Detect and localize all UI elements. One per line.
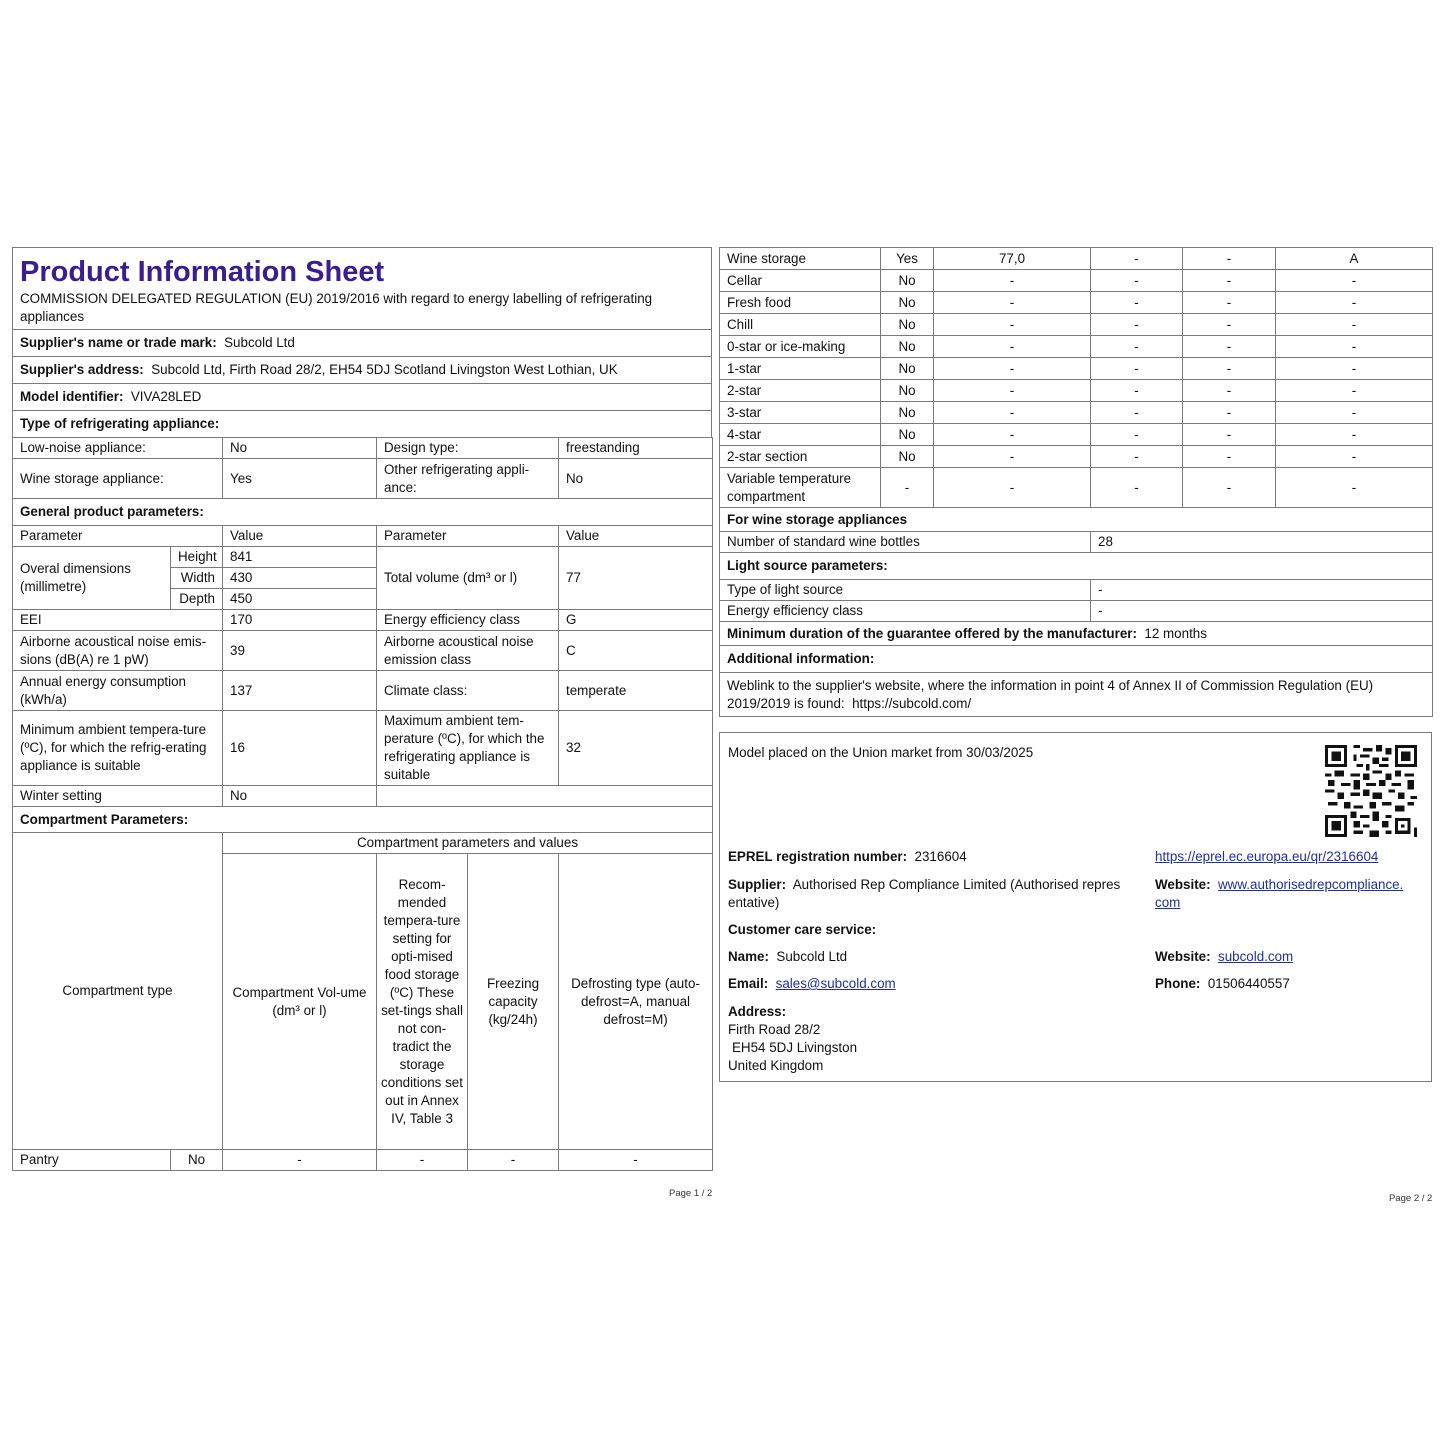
- depth-label: Depth: [171, 589, 223, 610]
- eec-value: G: [559, 610, 713, 631]
- table-row: [720, 468, 1433, 508]
- supplier-website-link-cont[interactable]: com: [1155, 895, 1181, 910]
- general-params-label: General product parameters:: [13, 499, 713, 526]
- eprel-link[interactable]: https://eprel.ec.europa.eu/qr/2316604: [1155, 849, 1379, 864]
- pantry-freezing: -: [468, 1150, 559, 1171]
- compartment-volume-head: Compartment Vol-ume (dm³ or l): [223, 854, 377, 1150]
- table-row: [720, 402, 1433, 424]
- compartment-cell: -: [881, 468, 934, 508]
- table-row: [720, 336, 1433, 358]
- compartment-name: Cellar: [720, 270, 881, 292]
- type-label: Type of refrigerating appliance:: [13, 411, 712, 438]
- height-label: Height: [171, 547, 223, 568]
- qr-code-icon: [1325, 745, 1417, 837]
- supplier-name: Subcold Ltd: [224, 335, 295, 350]
- compartment-name: Wine storage: [720, 248, 881, 270]
- compartment-name: 4-star: [720, 424, 881, 446]
- page-2: [719, 247, 1432, 1073]
- page-number-2: Page 2 / 2: [1389, 1193, 1433, 1204]
- light-eec-label: Energy efficiency class: [720, 601, 1091, 622]
- compartment-name: Chill: [720, 314, 881, 336]
- compartment-cell: No: [881, 314, 934, 336]
- compartment-cell: -: [1183, 468, 1276, 508]
- address-line-2: EH54 5DJ Livingston: [732, 1040, 858, 1055]
- eec-label: Energy efficiency class: [377, 610, 559, 631]
- compartment-cell: -: [1276, 424, 1433, 446]
- eprel-label: EPREL registration number:: [728, 849, 908, 864]
- value-head: Value: [223, 526, 377, 547]
- table-row: [720, 270, 1433, 292]
- compartment-cell: -: [1091, 292, 1183, 314]
- parameters-table: [12, 437, 713, 833]
- design-type-value: freestanding: [559, 438, 713, 459]
- noise-value: 39: [223, 631, 377, 671]
- min-temp-label: Minimum ambient tempera-ture (ºC), for which the refrig-erating appliance is suitable: [13, 711, 223, 786]
- compartment-cell: -: [934, 446, 1091, 468]
- compartment-cell: -: [1276, 270, 1433, 292]
- page-title: Product Information Sheet: [20, 256, 385, 288]
- header-table: [12, 247, 712, 438]
- email-label: Email:: [728, 976, 769, 991]
- compartment-cell: -: [934, 270, 1091, 292]
- supplier-name-label: Supplier's name or trade mark:: [20, 335, 217, 350]
- supplier-address-label: Supplier's address:: [20, 362, 144, 377]
- height-value: 841: [223, 547, 377, 568]
- dimensions-label: Overal dimensions (millimetre): [13, 547, 171, 610]
- eprel-number: 2316604: [914, 849, 967, 864]
- climate-label: Climate class:: [377, 671, 559, 711]
- phone-value: 01506440557: [1207, 976, 1290, 991]
- noise-class-label: Airborne acoustical noise emission class: [377, 631, 559, 671]
- wine-storage-value: Yes: [223, 459, 377, 499]
- compartment-cell: -: [1276, 380, 1433, 402]
- compartment-cell: -: [1091, 358, 1183, 380]
- additional-info-label: Additional information:: [720, 646, 1433, 673]
- total-volume-label: Total volume (dm³ or l): [377, 547, 559, 610]
- climate-value: temperate: [559, 671, 713, 711]
- winter-value: No: [223, 786, 377, 807]
- eei-value: 170: [223, 610, 377, 631]
- table-row: [720, 358, 1433, 380]
- guarantee-label: Minimum duration of the guarantee offered by the manufacturer:: [727, 625, 1137, 641]
- compartment-cell: -: [1091, 314, 1183, 336]
- compartment-cell: -: [1183, 292, 1276, 314]
- regulation-text: COMMISSION DELEGATED REGULATION (EU) 2019/2016 with regard to energy labelling of refrigerating appliances: [20, 291, 653, 324]
- defrost-head: Defrosting type (auto-defrost=A, manual defrost=M): [559, 854, 713, 1150]
- compartment-cell: -: [1183, 446, 1276, 468]
- compartment-name: Variable temperature compartment: [720, 468, 881, 508]
- pantry-defrost: -: [559, 1150, 713, 1171]
- phone-label: Phone:: [1155, 976, 1201, 991]
- compartment-cell: -: [1276, 402, 1433, 424]
- compartment-cell: -: [1183, 314, 1276, 336]
- table-row: [720, 446, 1433, 468]
- model-label: Model identifier:: [20, 389, 124, 404]
- supplier-value: Authorised Rep Compliance Limited (Authorised repres entative): [728, 877, 1121, 910]
- annual-energy-label: Annual energy consumption (kWh/a): [13, 671, 223, 711]
- light-type-value: -: [1091, 580, 1433, 601]
- compartment-cell: No: [881, 358, 934, 380]
- name-label: Name:: [728, 949, 769, 964]
- depth-value: 450: [223, 589, 377, 610]
- compartment-cell: No: [881, 292, 934, 314]
- compartment-cell: -: [1183, 424, 1276, 446]
- table-row: [720, 314, 1433, 336]
- page-number-1: Page 1 / 2: [669, 1188, 713, 1199]
- email-link[interactable]: sales@subcold.com: [775, 976, 896, 991]
- max-temp-value: 32: [559, 711, 713, 786]
- compartment-cell: -: [934, 336, 1091, 358]
- total-volume-value: 77: [559, 547, 713, 610]
- wine-section-label: For wine storage appliances: [720, 508, 1433, 532]
- table-row: [720, 248, 1433, 270]
- value-head-2: Value: [559, 526, 713, 547]
- compartment-cell: 77,0: [934, 248, 1091, 270]
- design-type-label: Design type:: [377, 438, 559, 459]
- compartment-type-head: Compartment type: [13, 833, 223, 1150]
- pantry-temp: -: [377, 1150, 468, 1171]
- pantry-label: Pantry: [13, 1150, 171, 1171]
- param-head: Parameter: [13, 526, 223, 547]
- param-head-2: Parameter: [377, 526, 559, 547]
- name-value: Subcold Ltd: [776, 949, 848, 964]
- compartment-name: 3-star: [720, 402, 881, 424]
- compartment-cell: -: [1183, 270, 1276, 292]
- address-line-1: Firth Road 28/2: [728, 1022, 821, 1037]
- compartment-cell: -: [934, 380, 1091, 402]
- compartment-cell: -: [1183, 248, 1276, 270]
- pantry-present: No: [171, 1150, 223, 1171]
- freezing-head: Freezing capacity (kg/24h): [468, 854, 559, 1150]
- compartment-cell: -: [1091, 248, 1183, 270]
- compartment-cell: -: [934, 358, 1091, 380]
- annual-energy-value: 137: [223, 671, 377, 711]
- compartment-name: 0-star or ice-making: [720, 336, 881, 358]
- compartment-cell: -: [934, 314, 1091, 336]
- compartment-name: 2-star section: [720, 446, 881, 468]
- compartment-cell: -: [1091, 270, 1183, 292]
- noise-label: Airborne acoustical noise emis-sions (dB(A) re 1 pW): [13, 631, 223, 671]
- table-row: [13, 1150, 713, 1171]
- compartment-name: 1-star: [720, 358, 881, 380]
- market-text: Model placed on the Union market from 30/03/2025: [728, 745, 1034, 760]
- compartment-cell: -: [1183, 336, 1276, 358]
- cc-website-label: Website:: [1155, 949, 1211, 964]
- pantry-volume: -: [223, 1150, 377, 1171]
- wine-light-table: [719, 507, 1433, 717]
- compartment-cell: No: [881, 402, 934, 424]
- compartment-cell: -: [1091, 380, 1183, 402]
- compartment-cell: No: [881, 380, 934, 402]
- compartment-cell: No: [881, 336, 934, 358]
- model-identifier: VIVA28LED: [130, 389, 202, 404]
- min-temp-value: 16: [223, 711, 377, 786]
- width-value: 430: [223, 568, 377, 589]
- supplier-website-link[interactable]: www.authorisedrepcompliance.: [1218, 877, 1404, 892]
- compartment-values-head: Compartment parameters and values: [223, 833, 713, 854]
- compartment-cell: No: [881, 270, 934, 292]
- compartment-cell: -: [1091, 468, 1183, 508]
- light-type-label: Type of light source: [720, 580, 1091, 601]
- compartment-cell: -: [1091, 424, 1183, 446]
- light-section-label: Light source parameters:: [720, 553, 1433, 580]
- compartment-cell: No: [881, 424, 934, 446]
- compartment-cell: -: [1276, 336, 1433, 358]
- cc-website-link[interactable]: subcold.com: [1218, 949, 1294, 964]
- compartment-cell: -: [1183, 380, 1276, 402]
- compartment-params-label: Compartment Parameters:: [13, 807, 713, 833]
- wine-storage-label: Wine storage appliance:: [13, 459, 223, 499]
- bottles-label: Number of standard wine bottles: [720, 532, 1091, 553]
- width-label: Width: [171, 568, 223, 589]
- supplier-address: Subcold Ltd, Firth Road 28/2, EH54 5DJ Scotland Livingston West Lothian, UK: [151, 362, 618, 377]
- address-line-3: United Kingdom: [728, 1058, 824, 1073]
- eei-label: EEI: [13, 610, 223, 631]
- table-row: [720, 292, 1433, 314]
- compartment-name: 2-star: [720, 380, 881, 402]
- other-appliance-value: No: [559, 459, 713, 499]
- supplier-label: Supplier:: [728, 877, 787, 892]
- compartment-cell: -: [1276, 446, 1433, 468]
- compartment-cell: -: [1276, 314, 1433, 336]
- eprel-box: [719, 732, 1432, 1082]
- compartment-cell: -: [1276, 468, 1433, 508]
- compartment-cell: No: [881, 446, 934, 468]
- customer-care-label: Customer care service:: [728, 922, 877, 937]
- low-noise-value: No: [223, 438, 377, 459]
- weblink-url: https://subcold.com/: [852, 695, 972, 711]
- light-eec-value: -: [1091, 601, 1433, 622]
- weblink-text: Weblink to the supplier's website, where the information in point 4 of Annex II of Commission Regulation (EU) 2019/2019 is found:: [727, 677, 1374, 711]
- max-temp-label: Maximum ambient tem-perature (ºC), for which the refrigerating appliance is suitable: [377, 711, 559, 786]
- compartment-cell: -: [1091, 336, 1183, 358]
- compartment-name: Fresh food: [720, 292, 881, 314]
- compartments-table: [719, 247, 1433, 508]
- noise-class-value: C: [559, 631, 713, 671]
- winter-label: Winter setting: [13, 786, 223, 807]
- compartment-cell: -: [1276, 358, 1433, 380]
- compartment-table: [12, 832, 713, 1171]
- guarantee-value: 12 months: [1144, 625, 1207, 641]
- table-row: [720, 424, 1433, 446]
- compartment-cell: -: [934, 468, 1091, 508]
- compartment-cell: -: [1091, 402, 1183, 424]
- compartment-cell: -: [934, 292, 1091, 314]
- compartment-cell: -: [934, 402, 1091, 424]
- compartment-cell: -: [1276, 292, 1433, 314]
- compartment-cell: -: [934, 424, 1091, 446]
- other-appliance-label: Other refrigerating appli-ance:: [377, 459, 559, 499]
- bottles-value: 28: [1091, 532, 1433, 553]
- title-cell: [13, 248, 712, 330]
- compartment-cell: -: [1091, 446, 1183, 468]
- compartment-cell: A: [1276, 248, 1433, 270]
- page-1: [12, 247, 712, 1171]
- low-noise-label: Low-noise appliance:: [13, 438, 223, 459]
- compartment-cell: -: [1183, 358, 1276, 380]
- supplier-website-label: Website:: [1155, 877, 1211, 892]
- empty-cell: [377, 786, 713, 807]
- table-row: [720, 380, 1433, 402]
- address-label: Address:: [728, 1004, 787, 1019]
- recommended-temp-head: Recom-mended tempera-ture setting for opti-mised food storage (ºC) These set-tings shall not con-tradict the storage conditions set out in Annex IV, Table 3: [377, 854, 468, 1150]
- compartment-cell: Yes: [881, 248, 934, 270]
- compartment-cell: -: [1183, 402, 1276, 424]
